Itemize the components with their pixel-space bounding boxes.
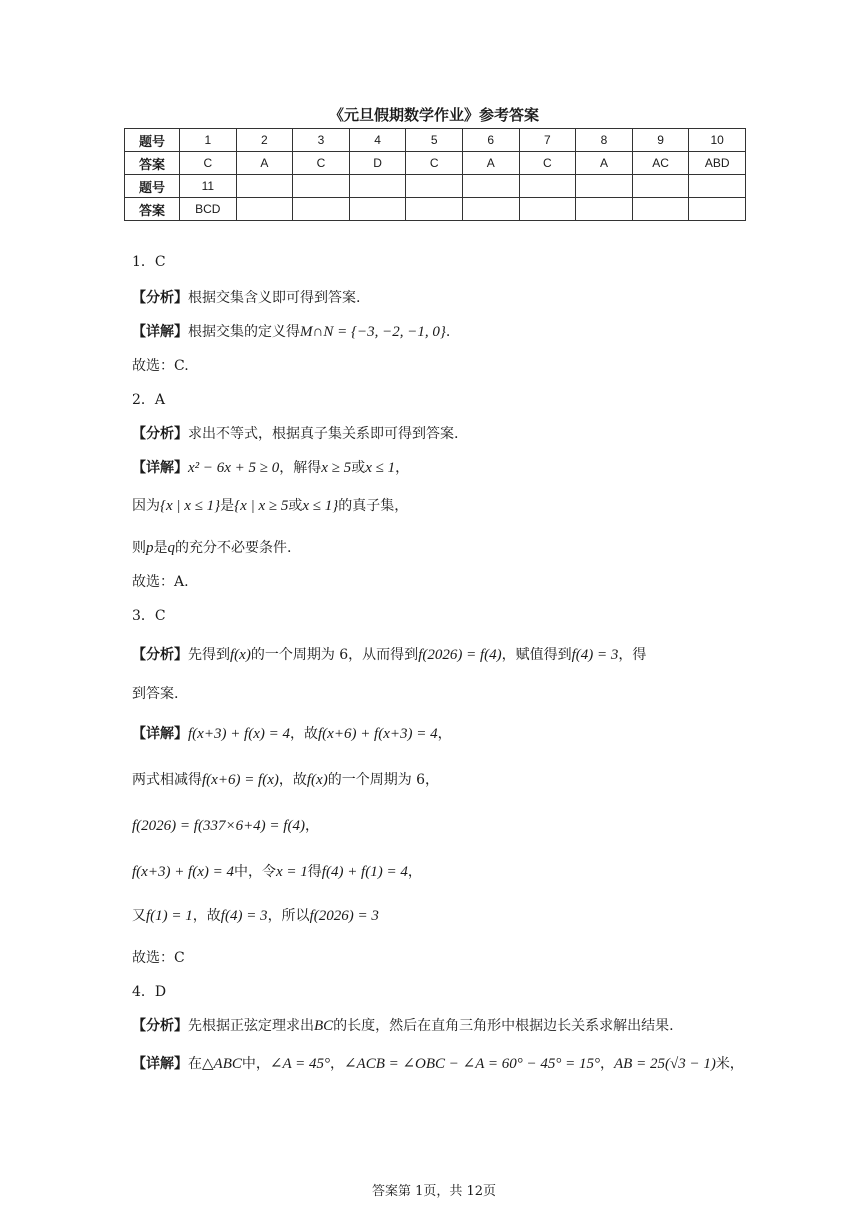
answer-table	[124, 128, 746, 221]
question-4-analysis	[132, 1016, 674, 1036]
question-3-line	[132, 816, 319, 836]
formula: BC	[314, 1018, 334, 1034]
text: 又	[132, 908, 146, 924]
table-cell	[689, 198, 746, 221]
question-2-choice: 故选：A.	[132, 574, 189, 590]
formula: f(4) = 3	[571, 647, 619, 663]
table-cell: 10	[689, 129, 746, 152]
question-1-heading: 1．C	[132, 254, 166, 270]
formula: f(4) = 3	[220, 908, 268, 924]
table-cell	[632, 175, 689, 198]
table-cell	[519, 198, 576, 221]
detail-text: ，	[395, 460, 410, 476]
question-2-analysis	[132, 424, 458, 444]
detail-text: 或	[351, 460, 366, 476]
text: 的充分不必要条件.	[175, 540, 292, 556]
detail-tag: 【详解】	[132, 460, 188, 476]
table-cell: 6	[462, 129, 519, 152]
text: ，	[304, 818, 319, 834]
text: ，得	[618, 647, 647, 663]
text: 是	[153, 540, 168, 556]
text: 或	[288, 498, 303, 514]
question-4-heading: 4．D	[132, 984, 167, 1000]
text: 因为	[132, 498, 160, 514]
table-cell	[406, 198, 463, 221]
table-cell	[236, 198, 293, 221]
table-cell	[576, 198, 633, 221]
formula: △ABC	[202, 1056, 242, 1072]
formula: ∠A = 45°	[269, 1056, 330, 1072]
row-label: 答案	[125, 198, 180, 221]
formula: {x | x ≥ 5	[234, 498, 289, 514]
question-3-choice: 故选：C	[132, 950, 185, 966]
table-cell: 9	[632, 129, 689, 152]
text: 的真子集，	[338, 498, 409, 514]
text: 得	[307, 864, 322, 880]
detail-tag: 【详解】	[132, 1056, 188, 1072]
page-footer: 答案第 1页，共 12页	[371, 1184, 497, 1199]
formula: f(x+3) + f(x) = 4	[188, 726, 290, 742]
table-cell: AC	[632, 152, 689, 175]
analysis-tag: 【分析】	[132, 1018, 188, 1034]
table-cell: C	[406, 152, 463, 175]
table-cell: C	[180, 152, 237, 175]
text: 在	[188, 1056, 202, 1072]
table-cell: A	[462, 152, 519, 175]
detail-text: 根据交集的定义得	[188, 324, 300, 340]
question-3-line	[132, 906, 379, 926]
question-3-analysis	[132, 645, 646, 665]
text: ，故	[290, 726, 318, 742]
table-cell: 3	[293, 129, 350, 152]
text: ，	[437, 726, 452, 742]
table-cell: 8	[576, 129, 633, 152]
formula: x = 1	[276, 864, 308, 880]
formula: x ≤ 1}	[302, 498, 339, 514]
formula: x ≥ 5	[321, 460, 352, 476]
row-label: 题号	[125, 175, 180, 198]
table-cell: D	[349, 152, 406, 175]
text: 是	[220, 498, 235, 514]
detail-text: ，解得	[279, 460, 322, 476]
table-cell: 11	[180, 175, 237, 198]
formula: q	[167, 540, 175, 556]
table-cell	[293, 198, 350, 221]
formula: p	[146, 540, 154, 556]
formula: f(x+6) + f(x+3) = 4	[318, 726, 438, 742]
question-2-line	[132, 496, 408, 516]
table-cell: 5	[406, 129, 463, 152]
question-3-analysis-cont: 到答案.	[132, 686, 179, 702]
question-3-heading: 3．C	[132, 608, 166, 624]
table-cell	[349, 198, 406, 221]
table-cell: C	[293, 152, 350, 175]
formula: f(2026) = 3	[309, 908, 379, 924]
detail-tag: 【详解】	[132, 324, 188, 340]
formula: M∩N = {−3, −2, −1, 0}	[300, 324, 446, 340]
table-cell: A	[576, 152, 633, 175]
formula: ∠ACB = ∠OBC − ∠A = 60° − 45° = 15°	[343, 1056, 601, 1072]
detail-tag: 【详解】	[132, 726, 188, 742]
page-title: 《元旦假期数学作业》参考答案	[328, 106, 539, 124]
question-1-choice: 故选：C.	[132, 358, 189, 374]
text: 米，	[715, 1056, 744, 1072]
text: 中，令	[234, 864, 276, 880]
formula: x ≤ 1	[365, 460, 396, 476]
text: 的长度，然后在直角三角形中根据边长关系求解出结果.	[333, 1018, 674, 1034]
table-cell: ABD	[689, 152, 746, 175]
text: 中，	[241, 1056, 270, 1072]
table-cell: 4	[349, 129, 406, 152]
table-cell: BCD	[180, 198, 237, 221]
table-row	[125, 175, 746, 198]
text: ，故	[192, 908, 221, 924]
formula: f(2026) = f(4)	[418, 647, 502, 663]
analysis-tag: 【分析】	[132, 290, 188, 306]
question-2-heading: 2．A	[132, 392, 166, 408]
table-cell	[349, 175, 406, 198]
question-4-detail	[132, 1054, 744, 1074]
detail-text: .	[445, 324, 451, 340]
question-3-detail	[132, 724, 452, 744]
text: 的一个周期为 6，	[327, 772, 440, 788]
analysis-text: 求出不等式，根据真子集关系即可得到答案.	[188, 426, 459, 442]
text: 则	[132, 540, 146, 556]
question-3-line	[132, 862, 422, 882]
table-row	[125, 152, 746, 175]
text: 两式相减得	[132, 772, 202, 788]
formula: {x | x ≤ 1}	[160, 498, 221, 514]
analysis-text: 根据交集含义即可得到答案.	[188, 290, 361, 306]
formula: x² − 6x + 5 ≥ 0	[188, 460, 280, 476]
formula: f(2026) = f(337×6+4) = f(4)	[132, 818, 305, 834]
formula: AB = 25(√3 − 1)	[614, 1056, 716, 1072]
formula: f(x)	[230, 647, 251, 663]
text: ，所以	[267, 908, 310, 924]
formula: f(4) + f(1) = 4	[321, 864, 408, 880]
formula: f(x+3) + f(x) = 4	[132, 864, 234, 880]
table-cell	[462, 175, 519, 198]
question-2-line	[132, 538, 291, 558]
formula: f(x)	[306, 772, 328, 788]
text: ，	[329, 1056, 344, 1072]
table-row	[125, 129, 746, 152]
text: ，	[600, 1056, 615, 1072]
table-cell	[576, 175, 633, 198]
table-cell	[293, 175, 350, 198]
table-row	[125, 198, 746, 221]
text: ，故	[278, 772, 307, 788]
table-cell	[462, 198, 519, 221]
text: 先根据正弦定理求出	[188, 1018, 314, 1034]
formula: f(x+6) = f(x)	[202, 772, 279, 788]
analysis-tag: 【分析】	[132, 426, 188, 442]
text: ，	[407, 864, 422, 880]
analysis-tag: 【分析】	[132, 647, 188, 663]
table-cell: A	[236, 152, 293, 175]
table-cell	[406, 175, 463, 198]
table-cell: 7	[519, 129, 576, 152]
text: 先得到	[188, 647, 230, 663]
row-label: 题号	[125, 129, 180, 152]
formula: f(1) = 1	[146, 908, 193, 924]
table-cell	[632, 198, 689, 221]
question-1-detail	[132, 322, 450, 342]
table-cell	[236, 175, 293, 198]
text: ，赋值得到	[501, 647, 572, 663]
table-cell: 1	[180, 129, 237, 152]
question-3-line	[132, 770, 439, 790]
table-cell: 2	[236, 129, 293, 152]
table-cell	[519, 175, 576, 198]
table-cell	[689, 175, 746, 198]
table-cell: C	[519, 152, 576, 175]
question-2-detail	[132, 458, 409, 478]
row-label: 答案	[125, 152, 180, 175]
question-1-analysis	[132, 288, 360, 308]
text: 的一个周期为 6，从而得到	[250, 647, 419, 663]
